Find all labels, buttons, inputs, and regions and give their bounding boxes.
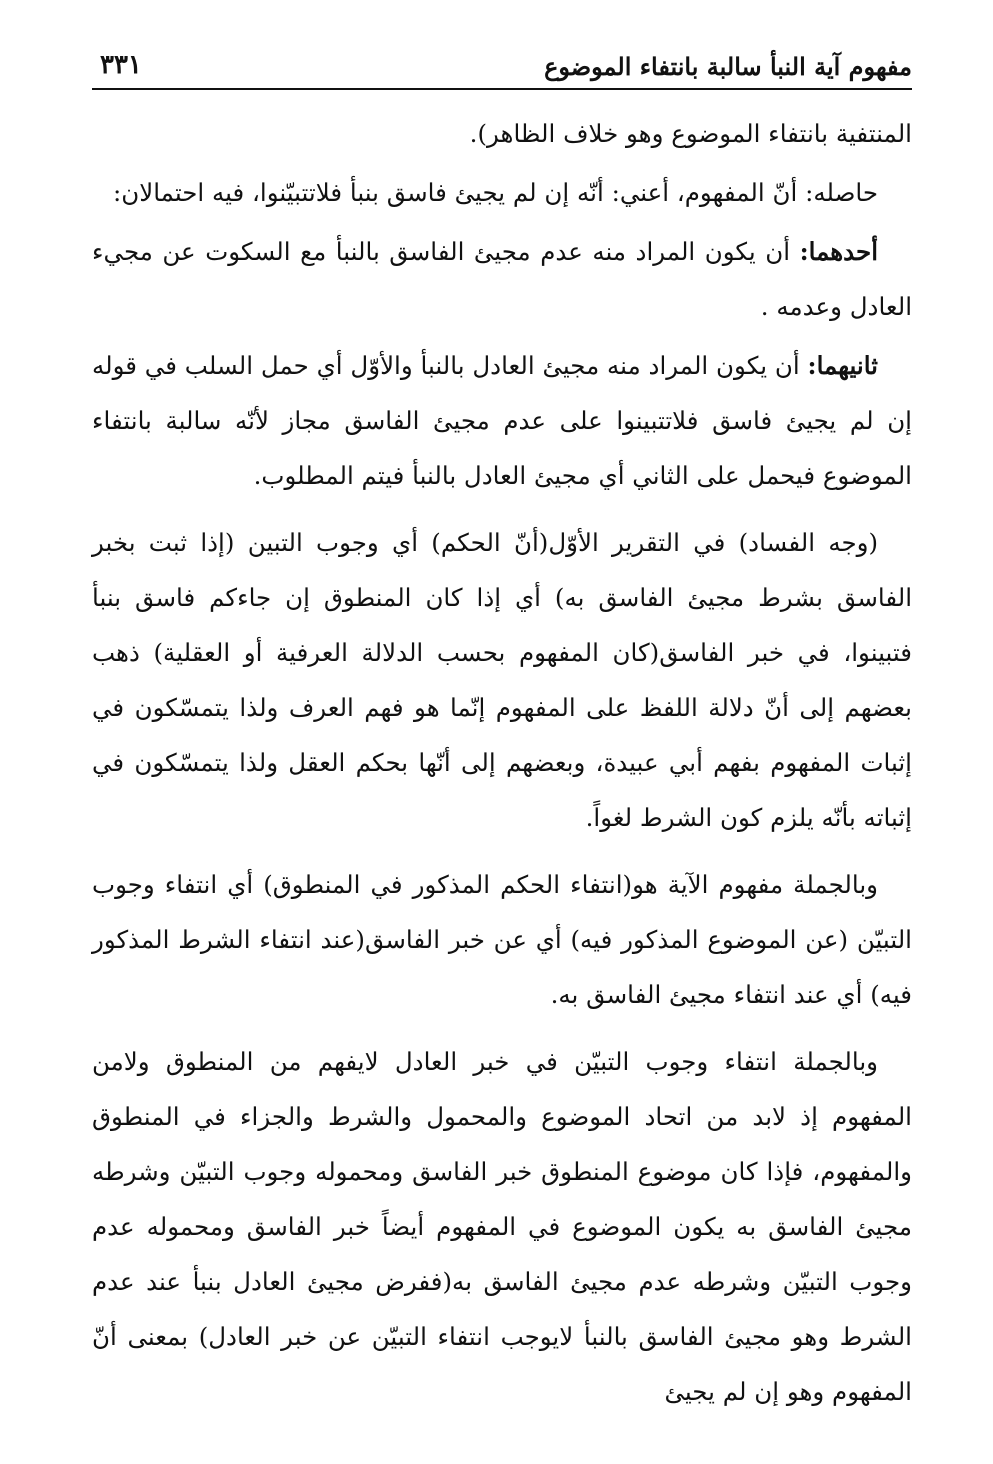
paragraph — [92, 165, 912, 220]
paragraph-text: المنتفية بانتفاء الموضوع وهو خلاف الظاهر). — [469, 119, 912, 148]
header-title: مفهوم آية النبأ سالبة بانتفاء الموضوع — [544, 52, 912, 81]
paragraph-lead: أحدهما: — [799, 237, 878, 266]
paragraph — [92, 857, 912, 1022]
paragraph-text: أن يكون المراد منه عدم مجيئ الفاسق بالنبأ مع السكوت عن مجيء العادل وعدمه . — [92, 237, 912, 321]
paragraph — [92, 224, 912, 334]
paragraph-text: حاصله: أنّ المفهوم، أعني: أنّه إن لم يجيئ فاسق بنبأ فلاتتبيّنوا، فيه احتمالان: — [112, 178, 878, 207]
paragraph — [92, 106, 912, 161]
page-body — [92, 106, 912, 1419]
paragraph — [92, 515, 912, 845]
paragraph-text: وبالجملة مفهوم الآية هو(انتفاء الحكم المذكور في المنطوق) أي انتفاء وجوب التبيّن (عن الموضوع المذكور فيه) أي عن خبر الفاسق(عند انتفاء الشرط المذكور فيه) أي عند انتفاء مجيئ الفاسق به. — [92, 870, 912, 1009]
paragraph — [92, 338, 912, 503]
paragraph-lead: ثانيهما: — [807, 351, 878, 380]
running-header — [92, 42, 912, 90]
paragraph-text: وبالجملة انتفاء وجوب التبيّن في خبر العادل لايفهم من المنطوق ولامن المفهوم إذ لابد من اتحاد الموضوع والمحمول والشرط والجزاء في المنطوق والمفهوم، فإذا كان موضوع المنطوق خبر الفاسق ومحموله وجوب التبيّن وشرطه مجيئ الفاسق به يكون الموضوع في المفهوم أيضاً خبر الفاسق ومحموله عدم وجوب التبيّن وشرطه عدم مجيئ الفاسق به(ففرض مجيئ العادل بنبأ عند عدم الشرط وهو مجيئ الفاسق بالنبأ لايوجب انتفاء التبيّن عن خبر العادل) بمعنى أنّ المفهوم وهو إن لم يجيئ — [92, 1047, 912, 1406]
page — [92, 42, 912, 1431]
paragraph-text: أن يكون المراد منه مجيئ العادل بالنبأ والأوّل أي حمل السلب في قوله إن لم يجيئ فاسق فلاتتبينوا على عدم مجيئ الفاسق مجاز لأنّه سالبة بانتفاء الموضوع فيحمل على الثاني أي مجيئ العادل بالنبأ فيتم المطلوب. — [92, 351, 912, 490]
paragraph-text: (وجه الفساد) في التقرير الأوّل(أنّ الحكم) أي وجوب التبين (إذا ثبت بخبر الفاسق بشرط مجيئ الفاسق به) أي إذا كان المنطوق إن جاءكم فاسق بنبأ فتبينوا، في خبر الفاسق(كان المفهوم بحسب الدلالة العرفية أو العقلية) ذهب بعضهم إلى أنّ دلالة اللفظ على المفهوم إنّما هو فهم العرف ولذا يتمسّكون في إثبات المفهوم بفهم أبي عبيدة، وبعضهم إلى أنّها بحكم العقل ولذا يتمسّكون في إثباته بأنّه يلزم كون الشرط لغواً. — [92, 528, 912, 832]
paragraph — [92, 1034, 912, 1419]
page-number: ٣٣١ — [100, 50, 142, 80]
